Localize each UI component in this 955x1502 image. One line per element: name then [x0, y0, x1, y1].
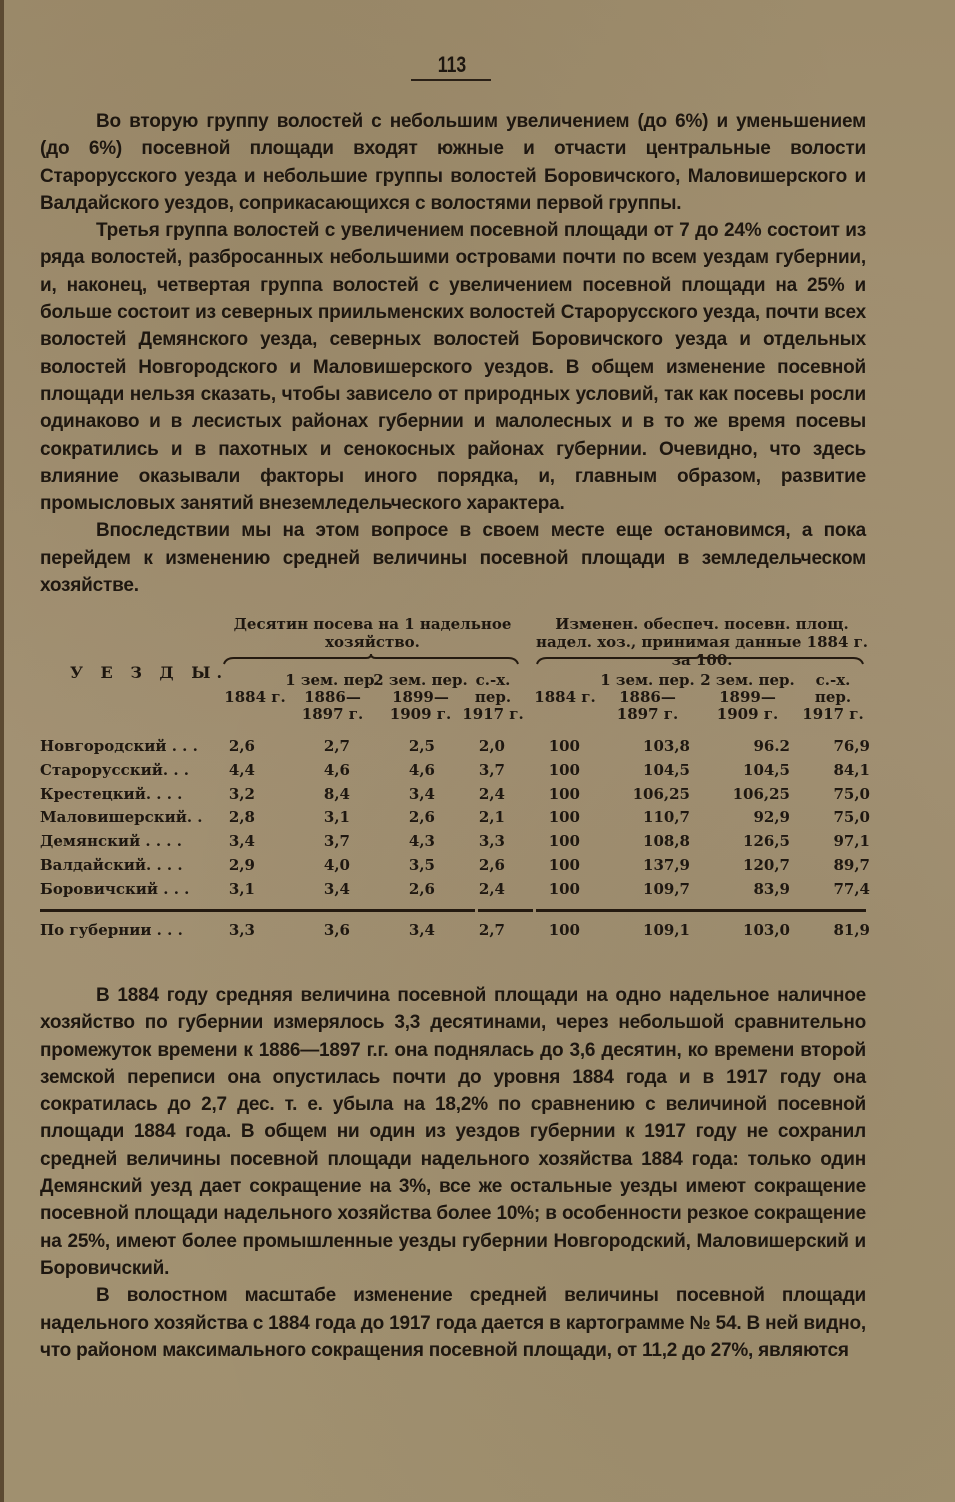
table-row — [40, 737, 870, 759]
cell-desyatin: 2,0 — [478, 737, 505, 755]
table-row — [40, 785, 870, 807]
col-header-line: 1897 г. — [616, 705, 679, 723]
page-number-underline — [411, 79, 491, 81]
cell-desyatin: 4,3 — [408, 832, 435, 851]
col-header-line: 2 зем. пер. — [373, 671, 468, 689]
cell-index: 100 — [548, 760, 580, 779]
cell-index: 83,9 — [753, 879, 790, 898]
cell-index: 103,0 — [743, 921, 790, 939]
cell-desyatin: 3,4 — [323, 879, 350, 898]
cell-desyatin: 2,6 — [408, 879, 435, 898]
paragraph: В 1884 году средняя величина посевной площади на одно надельное наличное хозяйство по губернии измерялось 3,3 десятинами, через небольшой сравнительно промежуток времени к 1886—1897 г.г. она поднялась до 3,6 десятин, ко времени второй земской переписи она опустилась почти до уровня 1884 года и в 1917 году она сократилась до 2,7 дес. т. е. убыла на 18,2% по сравнению с величиной посевной площади 1884 года. В общем ни один из уездов губернии к 1917 году не сохранил средней величины посевной площади надельного хозяйства 1884 года: только один Демянский уезд дает сокращение на 3%, все же остальные уезды имеют сокращение посевной площади надельного хозяйства более 10%; в особенности резкое сокращение на 25%, имеют более промышленные уезды губернии Новгородский, Маловишерский и Боровичский. — [40, 985, 866, 1279]
total-rule — [536, 909, 866, 912]
cell-index: 75,0 — [833, 808, 870, 827]
cell-desyatin: 2,6 — [478, 856, 505, 874]
col-header-g1-1917 — [458, 672, 528, 723]
col-header-line: 1884 г. — [534, 688, 596, 706]
cell-index: 76,9 — [833, 737, 870, 755]
table-row — [40, 832, 870, 854]
col-header-g2-1917 — [798, 672, 868, 723]
cell-desyatin: 3,6 — [323, 921, 350, 939]
col-header-line: 1886— — [619, 688, 676, 706]
cell-index: 108,8 — [643, 832, 690, 851]
page-edge — [0, 0, 4, 1502]
paragraph: В волостном масштабе изменение средней величины посевной площади надельного хозяйства с 1884 года до 1917 года дается в картограмме № 54. В ней видно, что районом максимального сокращения посевной площади, от 11,2 до 27%, являются — [40, 1285, 866, 1361]
cell-index: 96.2 — [753, 737, 790, 755]
text-block-bottom — [40, 982, 866, 1364]
text-block-top — [40, 108, 866, 599]
cell-index: 75,0 — [833, 784, 870, 803]
col-header-line: 1897 г. — [301, 705, 364, 723]
col-header-line: пер. — [474, 688, 512, 706]
uezd-name: Старорусский. . . — [40, 760, 189, 779]
table-row-total — [40, 921, 870, 943]
paragraph: Третья группа волостей с увеличением посевной площади от 7 до 24% состоит из ряда волостей, разбросанных небольшими островами почти по всем уездам губернии, и, наконец, четвертая группа волостей с увеличением посевной площади на 25% и больше состоит из северных приильменских волостей Старорусского уезда, почти всех волостей Демянского уезда, северных волостей Боровичского уезда и отдельных волостей Новгородского и Маловишерского уездов. В общем изменение посевной площади нельзя сказать, чтобы зависело от природных условий, так как посевы росли одинаково и в лесистых районах губернии и малолесных и в то же время посевы сократились и в пахотных и сенокосных районах губернии. Очевидно, что здесь влияние оказывали факторы иного порядка, и, главным образом, развитие промысловых занятий внеземледельческого характера. — [40, 220, 866, 515]
col-header-g1-1899 — [373, 672, 468, 723]
cell-index: 110,7 — [643, 808, 690, 827]
cell-index: 77,4 — [833, 879, 870, 898]
uezd-name: Маловишерский. . — [40, 808, 203, 827]
cell-desyatin: 2,6 — [228, 737, 255, 755]
col-header-line: 1886— — [304, 688, 361, 706]
cell-desyatin: 4,4 — [228, 760, 255, 779]
cell-index: 81,9 — [833, 921, 870, 939]
col-header-line: с.-х. — [475, 671, 511, 689]
cell-desyatin: 3,2 — [228, 784, 255, 803]
col-header-line: 1 зем. пер. — [285, 671, 380, 689]
cell-index: 106,25 — [632, 784, 690, 803]
group1-title: Десятин посева на 1 надельное хозяйство. — [233, 615, 512, 651]
cell-desyatin: 3,5 — [408, 856, 435, 874]
table-row — [40, 808, 870, 830]
group1-brace — [222, 653, 520, 665]
cell-desyatin: 2,4 — [478, 879, 505, 898]
col-header-line: 1917 г. — [462, 705, 524, 723]
page-number: 113 — [437, 52, 467, 77]
paragraph: Впоследствии мы на этом вопросе в своем месте еще остановимся, а пока перейдем к изменению средней величины посевной площади в земледельческом хозяйстве. — [40, 520, 866, 597]
cell-index: 89,7 — [833, 856, 870, 874]
cell-desyatin: 2,1 — [478, 808, 505, 827]
cell-desyatin: 4,0 — [323, 856, 350, 874]
cell-desyatin: 2,5 — [408, 737, 435, 755]
paragraph: Во вторую группу волостей с небольшим увеличением (до 6%) и уменьшением (до 6%) посевной площади входят южные и отчасти центральные волости Старорусского уезда и небольшие группы волостей Боровичского, Маловишерского и Валдайского уездов, соприкасающихся с волостями первой группы. — [40, 111, 866, 214]
cell-desyatin: 2,4 — [478, 784, 505, 803]
cell-index: 126,5 — [743, 832, 790, 851]
cell-index: 100 — [548, 856, 580, 874]
col-header-g1-1886 — [285, 672, 380, 723]
uezd-name: Демянский . . . . — [40, 832, 182, 851]
col-header-line: 1917 г. — [802, 705, 864, 723]
uezd-name: По губернии . . . — [40, 921, 183, 939]
col-header-line: 1909 г. — [389, 705, 452, 723]
uezd-name: Боровичский . . . — [40, 879, 190, 898]
row-header-label: У Е З Д Ы. — [70, 663, 229, 682]
cell-index: 100 — [548, 784, 580, 803]
cell-index: 109,7 — [643, 879, 690, 898]
cell-desyatin: 2,7 — [323, 737, 350, 755]
cell-index: 100 — [548, 879, 580, 898]
cell-desyatin: 3,7 — [478, 760, 505, 779]
col-header-line: 1 зем. пер. — [600, 671, 695, 689]
cell-desyatin: 2,7 — [478, 921, 505, 939]
cell-desyatin: 3,3 — [228, 921, 255, 939]
table-row — [40, 880, 870, 902]
uezd-name: Крестецкий. . . . — [40, 784, 183, 803]
cell-index: 137,9 — [643, 856, 690, 874]
uezd-name: Новгородский . . . — [40, 737, 198, 755]
col-header-line: 1884 г. — [224, 688, 286, 706]
cell-desyatin: 3,4 — [408, 921, 435, 939]
cell-desyatin: 3,3 — [478, 832, 505, 851]
cell-desyatin: 2,6 — [408, 808, 435, 827]
cell-index: 109,1 — [643, 921, 690, 939]
cell-index: 100 — [548, 921, 580, 939]
table-row — [40, 761, 870, 783]
col-header-line: 2 зем. пер. — [700, 671, 795, 689]
col-header-line: с.-х. — [815, 671, 851, 689]
cell-index: 104,5 — [643, 760, 690, 779]
total-rule — [40, 909, 475, 912]
cell-index: 97,1 — [833, 832, 870, 851]
cell-desyatin: 2,9 — [228, 856, 255, 874]
cell-index: 103,8 — [643, 737, 690, 755]
cell-desyatin: 8,4 — [323, 784, 350, 803]
cell-desyatin: 4,6 — [323, 760, 350, 779]
cell-desyatin: 3,7 — [323, 832, 350, 851]
col-header-line: 1909 г. — [716, 705, 779, 723]
group2-brace — [535, 653, 865, 665]
col-header-g1-1884 — [220, 689, 290, 706]
cell-index: 92,9 — [753, 808, 790, 827]
cell-desyatin: 3,4 — [228, 832, 255, 851]
cell-index: 106,25 — [732, 784, 790, 803]
uezd-name: Валдайский. . . . — [40, 856, 183, 874]
col-header-line: пер. — [814, 688, 852, 706]
col-header-g2-1899 — [700, 672, 795, 723]
cell-desyatin: 3,1 — [323, 808, 350, 827]
total-rule — [478, 909, 533, 912]
cell-index: 100 — [548, 808, 580, 827]
cell-desyatin: 3,1 — [228, 879, 255, 898]
cell-desyatin: 3,4 — [408, 784, 435, 803]
cell-index: 100 — [548, 832, 580, 851]
cell-index: 104,5 — [743, 760, 790, 779]
col-header-line: 1899— — [392, 688, 449, 706]
col-header-g2-1884 — [530, 689, 600, 706]
col-header-g2-1886 — [600, 672, 695, 723]
table-row — [40, 856, 870, 878]
cell-desyatin: 2,8 — [228, 808, 255, 827]
group2-title: Изменен. обеспеч. посевн. площ. надел. хоз., принимая данные 1884 г. за 100. — [535, 615, 869, 669]
cell-desyatin: 4,6 — [408, 760, 435, 779]
cell-index: 84,1 — [833, 760, 870, 779]
col-header-line: 1899— — [719, 688, 776, 706]
cell-index: 120,7 — [743, 856, 790, 874]
cell-index: 100 — [548, 737, 580, 755]
